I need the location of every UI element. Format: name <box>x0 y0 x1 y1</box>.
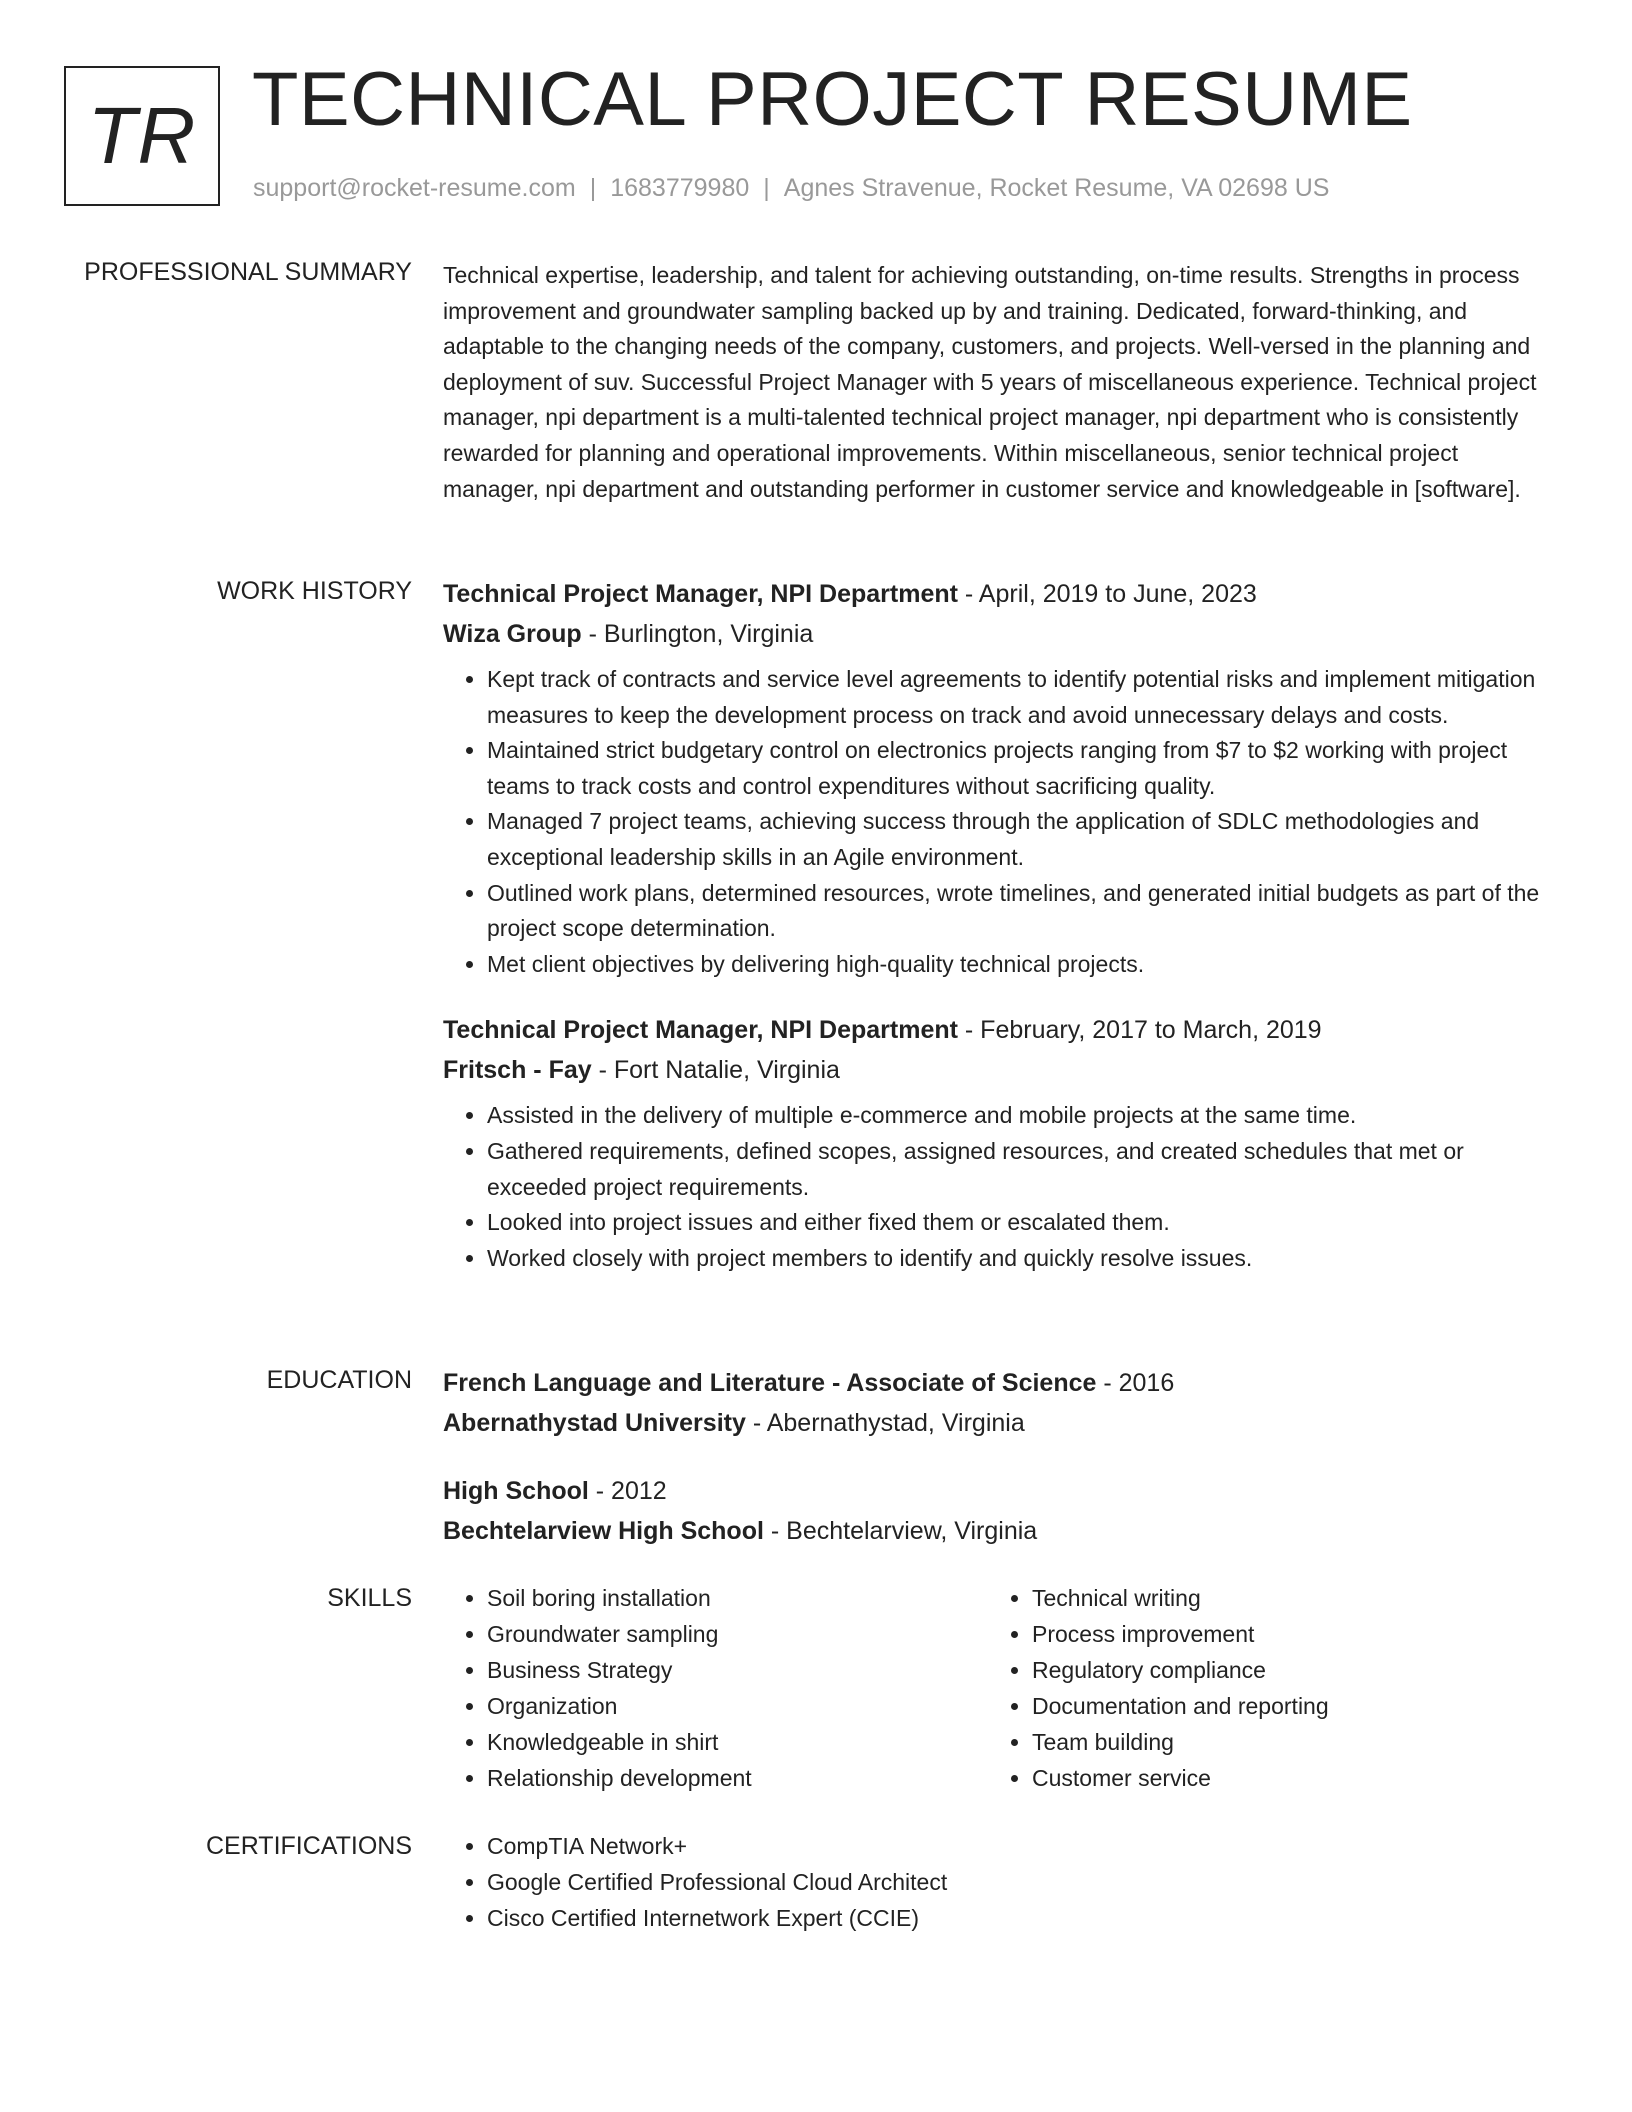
summary-body <box>443 258 1548 507</box>
certification-item: • Google Certified Professional Cloud Architect <box>487 1864 1548 1900</box>
job-title-line <box>443 574 1548 614</box>
certification-item: • Cisco Certified Internetwork Expert (CCIE) <box>487 1900 1548 1936</box>
skill-item: • Knowledgeable in shirt <box>487 1724 988 1760</box>
education-year: - 2016 <box>1096 1369 1175 1397</box>
job-bullet: • Managed 7 project teams, achieving success through the application of SDLC methodologies and exceptional leadership skills in an Agile environment. <box>487 804 1548 875</box>
section-label: CERTIFICATIONS <box>205 1832 412 1860</box>
skill-item: • Regulatory compliance <box>1032 1652 1533 1688</box>
job-title-line <box>443 1010 1548 1050</box>
job-title: Technical Project Manager, NPI Department <box>443 580 958 608</box>
job-entry <box>443 1010 1548 1276</box>
education-school-line <box>443 1403 1548 1443</box>
skill-item: • Business Strategy <box>487 1652 988 1688</box>
summary-text: Technical expertise, leadership, and talent for achieving outstanding, on-time results. Strengths in process improvement and groundwater sampling backed up by and training. Dedicated, forward-thinking, and adaptable to the changing needs of the company, customers, and projects. Well-versed in the planning and deployment of suv. Successful Project Manager with 5 years of miscellaneous experience. Technical project manager, npi department is a multi-talented technical project manager, npi department who is consistently rewarded for planning and operational improvements. Within miscellaneous, senior technical project manager, npi department and outstanding performer in customer service and knowledgeable in [software]. <box>443 262 1537 502</box>
contact-line <box>253 174 1329 203</box>
job-bullet: • Gathered requirements, defined scopes, assigned resources, and created schedules that met or exceeded project requirements. <box>487 1134 1548 1205</box>
education-degree: French Language and Literature - Associate of Science <box>443 1369 1097 1397</box>
section-label: PROFESSIONAL SUMMARY <box>84 258 412 286</box>
skill-item: • Soil boring installation <box>487 1580 988 1616</box>
education-school: Bechtelarview High School <box>443 1517 764 1545</box>
monogram-badge <box>64 66 220 206</box>
skills-column-right <box>988 1580 1533 1796</box>
job-org-line <box>443 1050 1548 1090</box>
job-location: - Fort Natalie, Virginia <box>591 1056 840 1085</box>
job-location: - Burlington, Virginia <box>581 620 814 648</box>
skills-list <box>988 1580 1533 1796</box>
skill-item: • Process improvement <box>1032 1616 1533 1652</box>
certifications-list <box>443 1828 1548 1936</box>
skill-item: • Team building <box>1032 1724 1533 1760</box>
certifications-body <box>443 1828 1548 1936</box>
job-title: Technical Project Manager, NPI Department <box>443 1016 958 1045</box>
contact-separator: | <box>763 174 770 202</box>
contact-separator: | <box>589 174 597 202</box>
job-bullet: • Kept track of contracts and service level agreements to identify potential risks and implement mitigation measures to keep the development process on track and avoid unnecessary delays and costs. <box>487 662 1548 733</box>
job-company: Fritsch - Fay <box>443 1056 592 1085</box>
education-location: - Bechtelarview, Virginia <box>763 1517 1038 1545</box>
education-body <box>443 1363 1548 1579</box>
job-bullet: • Assisted in the delivery of multiple e-commerce and mobile projects at the same time. <box>487 1098 1548 1134</box>
education-entry <box>443 1471 1548 1551</box>
skill-item: • Organization <box>487 1688 988 1724</box>
job-bullet: • Met client objectives by delivering high-quality technical projects. <box>487 947 1548 983</box>
section-label: EDUCATION <box>266 1366 412 1394</box>
job-bullet: • Outlined work plans, determined resources, wrote timelines, and generated initial budgets as part of the project scope determination. <box>487 876 1548 947</box>
job-entry <box>443 574 1548 982</box>
section-label: SKILLS <box>327 1584 412 1612</box>
education-location: - Abernathystad, Virginia <box>745 1409 1025 1437</box>
contact-email: support@rocket-resume.com <box>253 174 576 202</box>
work-history-body <box>443 574 1548 1304</box>
skill-item: • Relationship development <box>487 1760 988 1796</box>
skill-item: • Groundwater sampling <box>487 1616 988 1652</box>
job-bullet: • Worked closely with project members to identify and quickly resolve issues. <box>487 1241 1548 1277</box>
section-label: WORK HISTORY <box>217 577 412 605</box>
education-entry <box>443 1363 1548 1443</box>
job-dates: - April, 2019 to June, 2023 <box>957 580 1257 608</box>
education-degree-line <box>443 1363 1548 1403</box>
job-bullet: • Looked into project issues and either fixed them or escalated them. <box>487 1205 1548 1241</box>
education-school: Abernathystad University <box>443 1409 746 1437</box>
contact-address: Agnes Stravenue, Rocket Resume, VA 02698 US <box>783 174 1330 202</box>
job-dates: - February, 2017 to March, 2019 <box>957 1016 1322 1045</box>
job-bullets <box>443 662 1548 982</box>
contact-phone: 1683779980 <box>610 174 750 202</box>
education-school-line <box>443 1511 1548 1551</box>
job-company: Wiza Group <box>443 620 582 648</box>
education-degree: High School <box>443 1477 589 1505</box>
education-degree-line <box>443 1471 1548 1511</box>
monogram-text: TR <box>87 91 197 180</box>
skill-item: • Technical writing <box>1032 1580 1533 1616</box>
skill-item: • Customer service <box>1032 1760 1533 1796</box>
certification-item: • CompTIA Network+ <box>487 1828 1548 1864</box>
skills-body <box>443 1580 1548 1796</box>
skills-column-left <box>443 1580 988 1796</box>
job-bullets <box>443 1098 1548 1276</box>
job-bullet: • Maintained strict budgetary control on electronics projects ranging from $7 to $2 working with project teams to track costs and control expenditures without sacrificing quality. <box>487 733 1548 804</box>
job-org-line <box>443 614 1548 654</box>
resume-title: TECHNICAL PROJECT RESUME <box>252 57 1413 142</box>
education-year: - 2012 <box>588 1477 667 1505</box>
skills-list <box>443 1580 988 1796</box>
skill-item: • Documentation and reporting <box>1032 1688 1533 1724</box>
